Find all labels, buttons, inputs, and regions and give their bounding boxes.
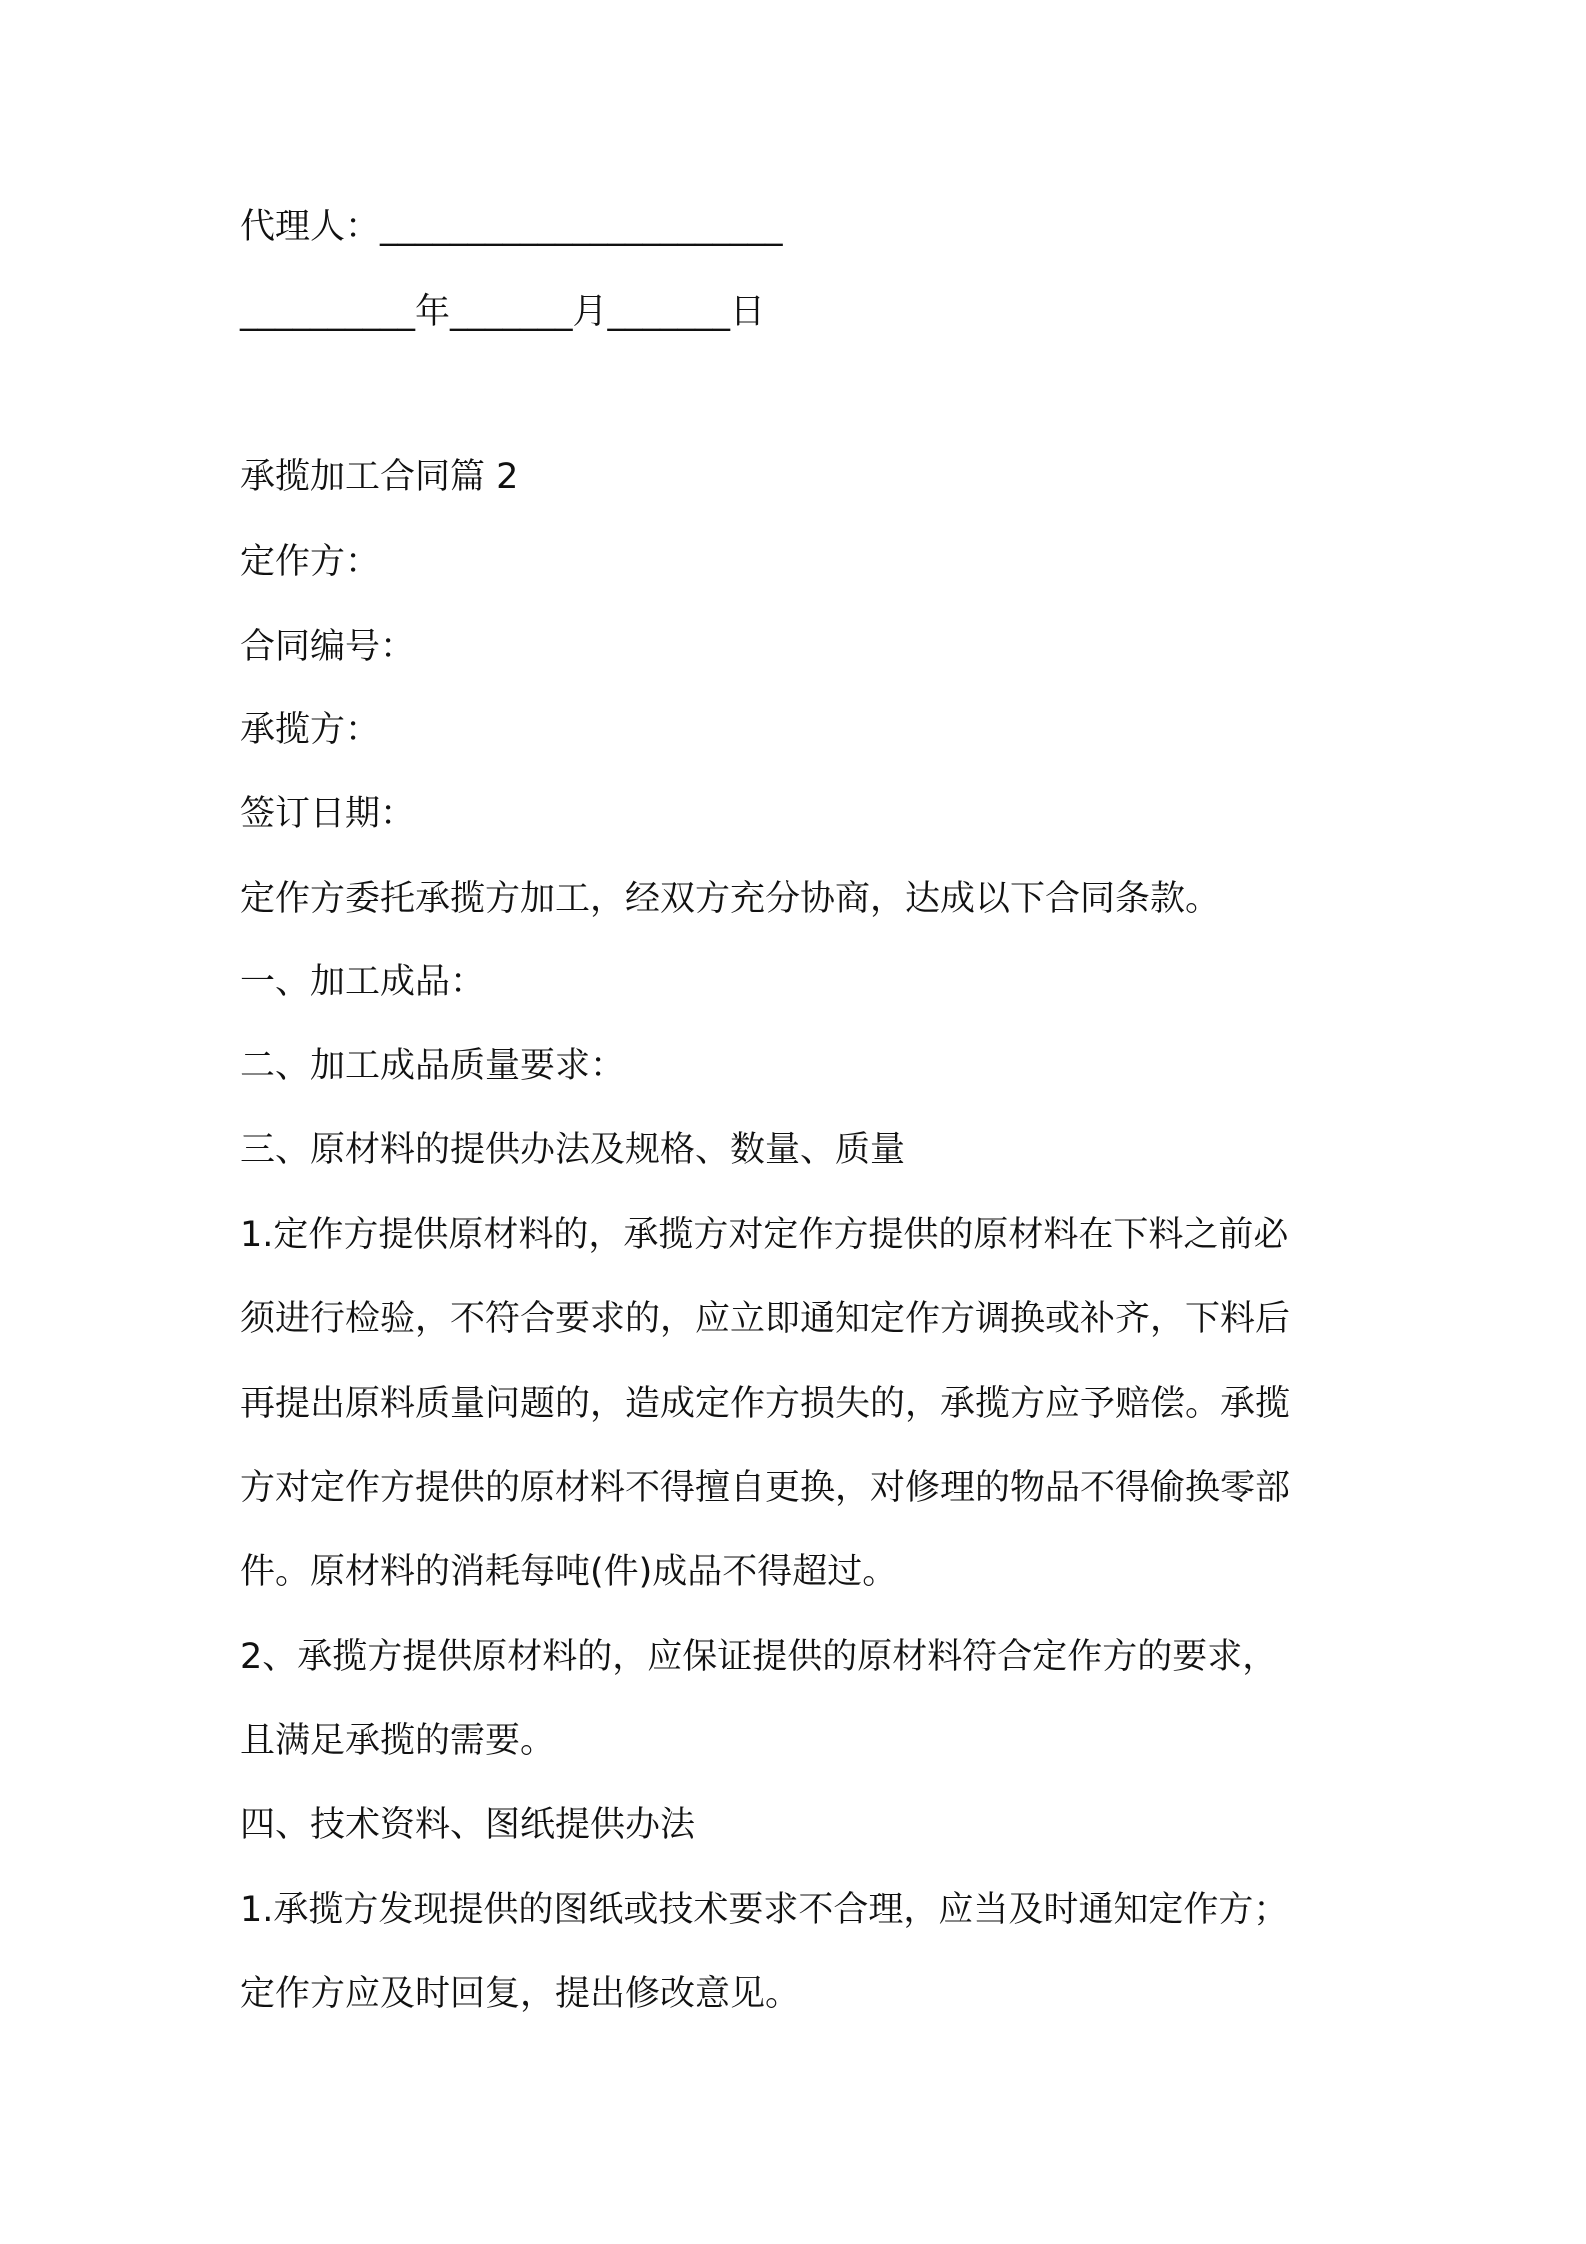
paragraph-line: 再提出原料质量问题的，造成定作方损失的，承揽方应予赔偿。承揽 <box>240 1384 1291 1424</box>
section-heading: 一、加工成品： <box>240 962 486 1002</box>
intro-paragraph: 定作方委托承揽方加工，经双方充分协商，达成以下合同条款。 <box>240 879 1221 919</box>
contract-number-field: 合同编号： <box>240 627 416 667</box>
paragraph-line: 定作方应及时回复，提出修改意见。 <box>240 1974 801 2014</box>
contractor-field: 承揽方： <box>240 710 381 750</box>
contract-title: 承揽加工合同篇 2 <box>240 457 519 497</box>
paragraph-line: 1.承揽方发现提供的图纸或技术要求不合理，应当及时通知定作方； <box>240 1890 1289 1930</box>
date-line: __________年_______月_______日 <box>240 292 766 332</box>
paragraph-line: 件。原材料的消耗每吨(件)成品不得超过。 <box>240 1552 898 1592</box>
agent-signature-line: 代理人：_______________________ <box>240 207 783 247</box>
section-heading: 四、技术资料、图纸提供办法 <box>240 1805 696 1845</box>
paragraph-line: 1.定作方提供原材料的，承揽方对定作方提供的原材料在下料之前必 <box>240 1215 1289 1255</box>
section-heading: 二、加工成品质量要求： <box>240 1046 626 1086</box>
paragraph-line: 须进行检验，不符合要求的，应立即通知定作方调换或补齐，下料后 <box>240 1299 1291 1339</box>
signing-date-field: 签订日期： <box>240 794 416 834</box>
paragraph-line: 方对定作方提供的原材料不得擅自更换，对修理的物品不得偷换零部 <box>240 1468 1291 1508</box>
paragraph-line: 2、承揽方提供原材料的，应保证提供的原材料符合定作方的要求， <box>240 1637 1278 1677</box>
paragraph-line: 且满足承揽的需要。 <box>240 1721 556 1761</box>
ordering-party-field: 定作方： <box>240 542 381 582</box>
section-heading: 三、原材料的提供办法及规格、数量、质量 <box>240 1130 906 1170</box>
